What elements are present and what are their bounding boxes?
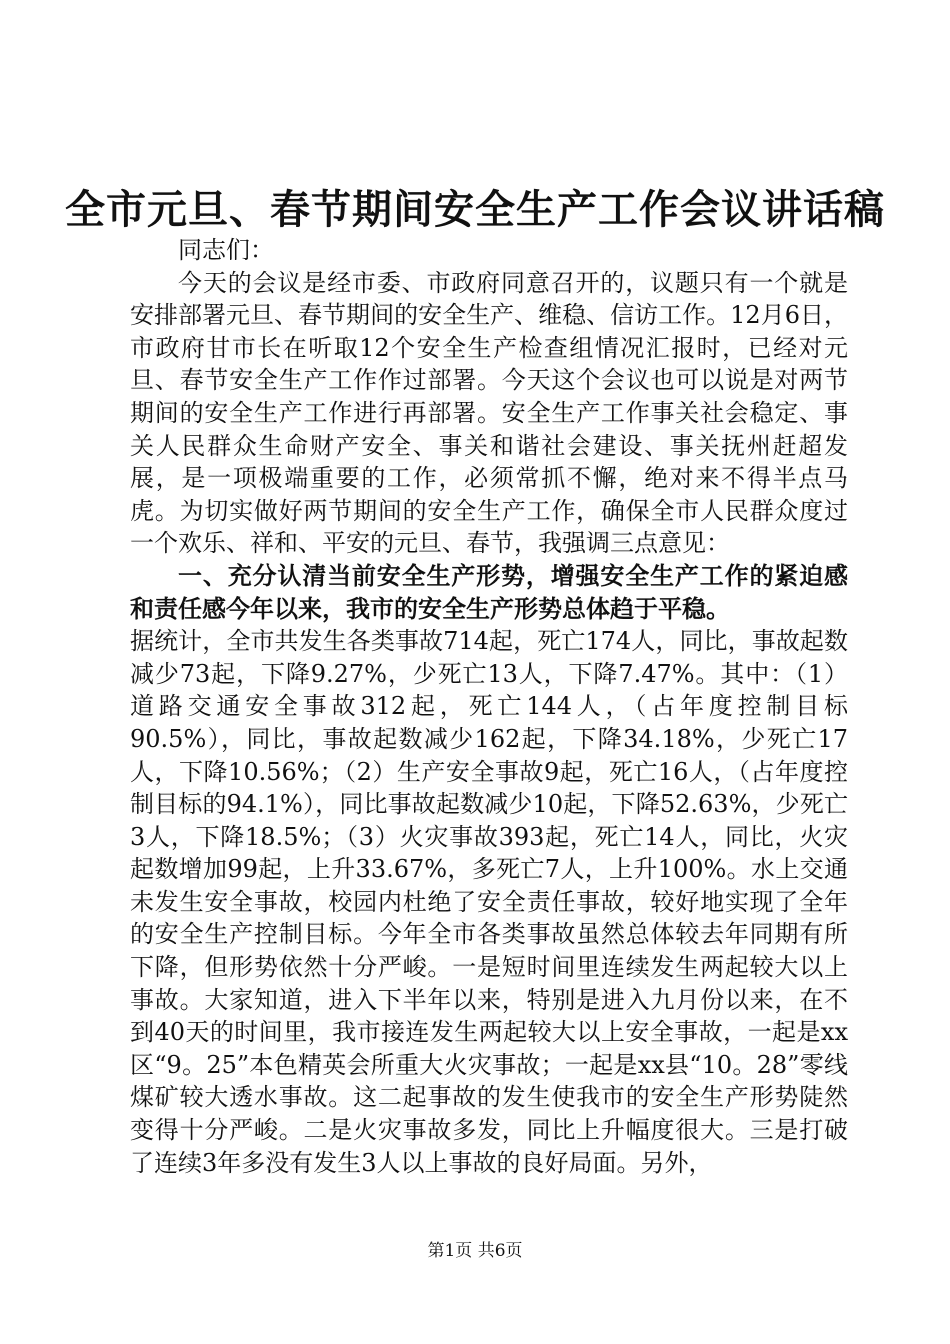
salutation: 同志们：: [178, 236, 274, 264]
intro-paragraph: 今天的会议是经市委、市政府同意召开的，议题只有一个就是安排部署元旦、春节期间的安全生产、维稳、信访工作。12月6日，市政府甘市长在听取12个安全生产检查组情况汇报时，已经对元旦、春节安全生产工作作过部署。今天这个会议也可以说是对两节期间的安全生产工作进行再部署。安全生产工作事关社会稳定、事关人民群众生命财产安全、事关和谐社会建设、事关抚州赶超发展，是一项极端重要的工作，必须常抓不懈，绝对来不得半点马虎。为切实做好两节期间的安全生产工作，确保全市人民群众度过一个欢乐、祥和、平安的元旦、春节，我强调三点意见：: [130, 268, 848, 558]
page-footer: 第1页 共6页: [427, 1241, 523, 1261]
document-title: 全市元旦、春节期间安全生产工作会议讲话稿: [65, 186, 885, 233]
section-heading-1: 一、充分认清当前安全生产形势，增强安全生产工作的紧迫感和责任感今年以来，我市的安全生产形势总体趋于平稳。: [130, 560, 848, 623]
statistics-paragraph: 据统计，全市共发生各类事故714起，死亡174人，同比，事故起数减少73起，下降9.27%，少死亡13人，下降7.47%。其中：（1）道路交通安全事故312起，死亡144人，（占年度控制目标90.5%），同比，事故起数减少162起，下降34.18%，少死亡17人，下降10.56%；（2）生产安全事故9起，死亡16人，（占年度控制目标的94.1%），同比事故起数减少10起，下降52.63%，少死亡3人，下降18.5%；（3）火灾事故393起，死亡14人，同比，火灾起数增加99起，上升33.67%，多死亡7人，上升100%。水上交通未发生安全事故，校园内杜绝了安全责任事故，较好地实现了全年的安全生产控制目标。今年全市各类事故虽然总体较去年同期有所下降，但形势依然十分严峻。一是短时间里连续发生两起较大以上事故。大家知道，进入下半年以来，特别是进入九月份以来，在不到40天的时间里，我市接连发生两起较大以上安全事故，一起是xx区“9。25”本色精英会所重大火灾事故；一起是xx县“10。28”零线煤矿较大透水事故。这二起事故的发生使我市的安全生产形势陡然变得十分严峻。二是火灾事故多发，同比上升幅度很大。三是打破了连续3年多没有发生3人以上事故的良好局面。另外，: [130, 627, 848, 1177]
document-body: [130, 234, 848, 1179]
